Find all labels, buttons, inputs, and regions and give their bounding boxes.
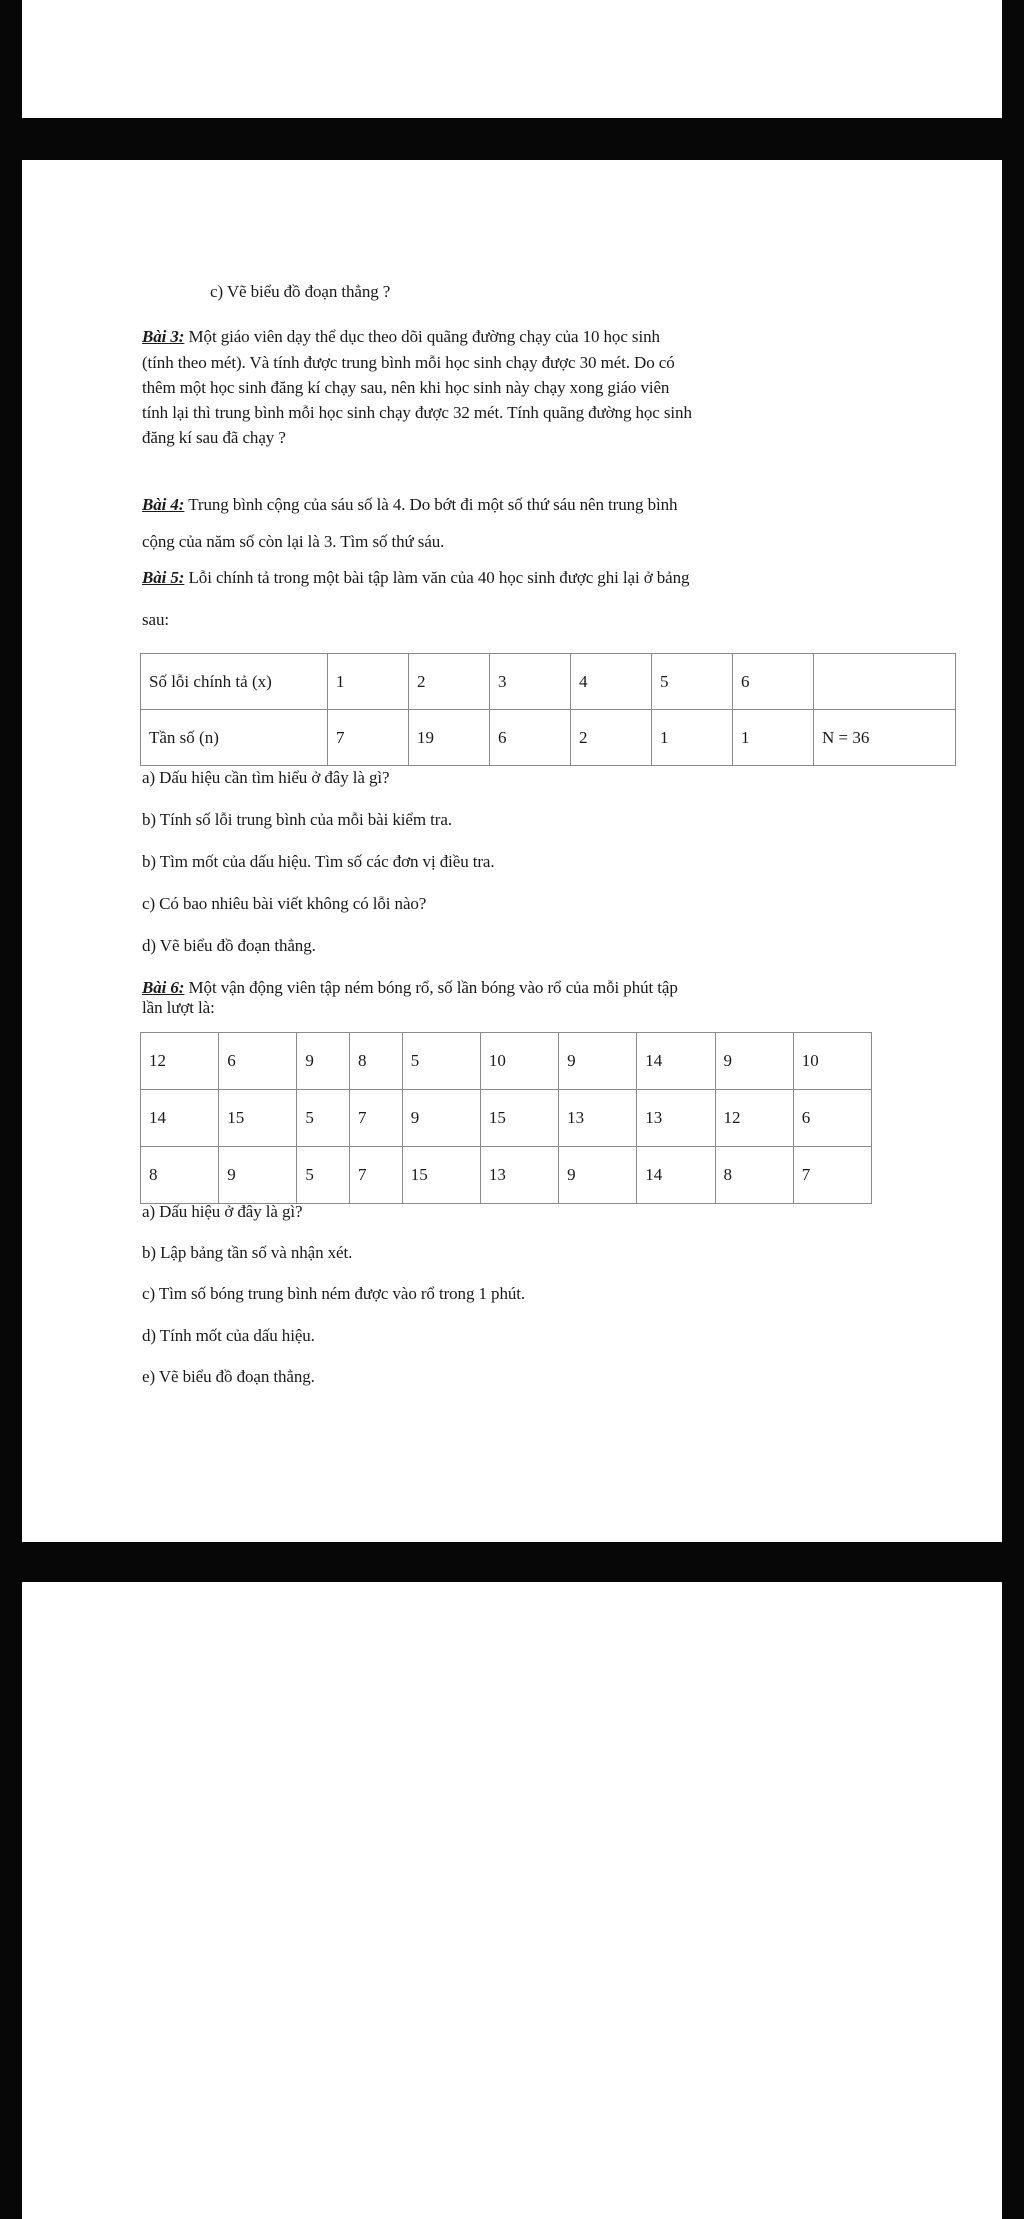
table-cell: 2 bbox=[571, 710, 652, 766]
table-cell: 6 bbox=[793, 1090, 871, 1147]
bai3-line-1 bbox=[142, 327, 660, 347]
table-cell: 12 bbox=[141, 1033, 219, 1090]
bai6-row-1 bbox=[141, 1033, 872, 1090]
table-cell: 9 bbox=[559, 1147, 637, 1204]
table-cell: 6 bbox=[219, 1033, 297, 1090]
text-segment: Lỗi chính tả trong một bài tập làm văn của 40 học sinh được ghi lại ở bảng bbox=[184, 568, 690, 587]
bai3-line-2: (tính theo mét). Và tính được trung bình mỗi học sinh chạy được 30 mét. Do có bbox=[142, 353, 675, 372]
table-cell: 14 bbox=[637, 1147, 715, 1204]
table-cell: 13 bbox=[637, 1090, 715, 1147]
table-cell: 7 bbox=[350, 1090, 403, 1147]
bai6-line-2: lần lượt là: bbox=[142, 998, 215, 1017]
table-cell: Số lỗi chính tả (x) bbox=[141, 654, 328, 710]
table-cell: 5 bbox=[402, 1033, 480, 1090]
table-cell: 5 bbox=[297, 1147, 350, 1204]
next-page bbox=[22, 1582, 1002, 2219]
table-cell: 3 bbox=[490, 654, 571, 710]
table-cell: 1 bbox=[733, 710, 814, 766]
bai3-line-3: thêm một học sinh đăng kí chạy sau, nên khi học sinh này chạy xong giáo viên bbox=[142, 378, 670, 397]
table-cell: 6 bbox=[733, 654, 814, 710]
table-cell: 9 bbox=[559, 1033, 637, 1090]
bai5-row-x bbox=[141, 654, 956, 710]
table-cell: 9 bbox=[297, 1033, 350, 1090]
bai6-question-e: e) Vẽ biểu đồ đoạn thẳng. bbox=[142, 1367, 315, 1386]
table-cell: N = 36 bbox=[814, 710, 956, 766]
header-item: c) Vẽ biểu đồ đoạn thẳng ? bbox=[210, 282, 391, 301]
bai6-table bbox=[140, 1032, 872, 1204]
table-cell: 6 bbox=[490, 710, 571, 766]
table-cell: 14 bbox=[141, 1090, 219, 1147]
table-cell bbox=[814, 654, 956, 710]
table-cell: 12 bbox=[715, 1090, 793, 1147]
bai5-title: Bài 5: bbox=[142, 568, 185, 587]
table-cell: 13 bbox=[480, 1147, 558, 1204]
worksheet-page bbox=[22, 160, 1002, 1542]
bai6-question-a: a) Dấu hiệu ở đây là gì? bbox=[142, 1202, 303, 1221]
bai3-line-5: đăng kí sau đã chạy ? bbox=[142, 428, 286, 447]
table-cell: 5 bbox=[297, 1090, 350, 1147]
bai4-line-2: cộng của năm số còn lại là 3. Tìm số thứ sáu. bbox=[142, 532, 445, 551]
table-cell: 7 bbox=[350, 1147, 403, 1204]
bai6-line-1 bbox=[142, 978, 678, 998]
table-cell: 8 bbox=[350, 1033, 403, 1090]
bai4-title: Bài 4: bbox=[142, 495, 185, 514]
previous-page bbox=[22, 0, 1002, 118]
bai5-question-d: d) Vẽ biểu đồ đoạn thẳng. bbox=[142, 936, 316, 955]
table-cell: 9 bbox=[402, 1090, 480, 1147]
table-cell: 9 bbox=[715, 1033, 793, 1090]
table-cell: 10 bbox=[480, 1033, 558, 1090]
table-cell: 2 bbox=[409, 654, 490, 710]
bai3-title: Bài 3: bbox=[142, 327, 185, 346]
bai6-row-3 bbox=[141, 1147, 872, 1204]
table-cell: 9 bbox=[219, 1147, 297, 1204]
table-cell: 5 bbox=[652, 654, 733, 710]
bai6-question-b: b) Lập bảng tần số và nhận xét. bbox=[142, 1243, 353, 1262]
table-cell: 8 bbox=[141, 1147, 219, 1204]
bai6-question-d: d) Tính mốt của dấu hiệu. bbox=[142, 1326, 315, 1345]
table-cell: 4 bbox=[571, 654, 652, 710]
bai5-line-2: sau: bbox=[142, 610, 169, 629]
bai5-line-1 bbox=[142, 568, 689, 588]
text-segment: Trung bình cộng của sáu số là 4. Do bớt đi một số thứ sáu nên trung bình bbox=[184, 495, 678, 514]
table-cell: 7 bbox=[328, 710, 409, 766]
table-cell: 15 bbox=[219, 1090, 297, 1147]
table-cell: 10 bbox=[793, 1033, 871, 1090]
table-cell: 7 bbox=[793, 1147, 871, 1204]
bai5-question-c: c) Có bao nhiêu bài viết không có lỗi nào? bbox=[142, 894, 427, 913]
table-cell: 19 bbox=[409, 710, 490, 766]
bai3-line-4: tính lại thì trung bình mỗi học sinh chạy được 32 mét. Tính quãng đường học sinh bbox=[142, 403, 692, 422]
bai5-question-b2: b) Tìm mốt của dấu hiệu. Tìm số các đơn vị điều tra. bbox=[142, 852, 495, 871]
bai6-title: Bài 6: bbox=[142, 978, 185, 997]
table-cell: 13 bbox=[559, 1090, 637, 1147]
bai5-row-n bbox=[141, 710, 956, 766]
table-cell: 1 bbox=[328, 654, 409, 710]
bai5-question-a: a) Dấu hiệu cần tìm hiểu ở đây là gì? bbox=[142, 768, 390, 787]
table-cell: 15 bbox=[402, 1147, 480, 1204]
table-cell: Tần số (n) bbox=[141, 710, 328, 766]
bai6-row-2 bbox=[141, 1090, 872, 1147]
table-cell: 14 bbox=[637, 1033, 715, 1090]
bai5-table bbox=[140, 653, 956, 766]
table-cell: 15 bbox=[480, 1090, 558, 1147]
table-cell: 1 bbox=[652, 710, 733, 766]
text-segment: Một giáo viên dạy thể dục theo dõi quãng đường chạy của 10 học sinh bbox=[184, 327, 660, 346]
bai4-line-1 bbox=[142, 495, 677, 515]
bai5-question-b1: b) Tính số lỗi trung bình của mỗi bài kiểm tra. bbox=[142, 810, 452, 829]
table-cell: 8 bbox=[715, 1147, 793, 1204]
bai6-question-c: c) Tìm số bóng trung bình ném được vào rổ trong 1 phút. bbox=[142, 1284, 526, 1303]
text-segment: Một vận động viên tập ném bóng rổ, số lần bóng vào rổ của mỗi phút tập bbox=[184, 978, 678, 997]
